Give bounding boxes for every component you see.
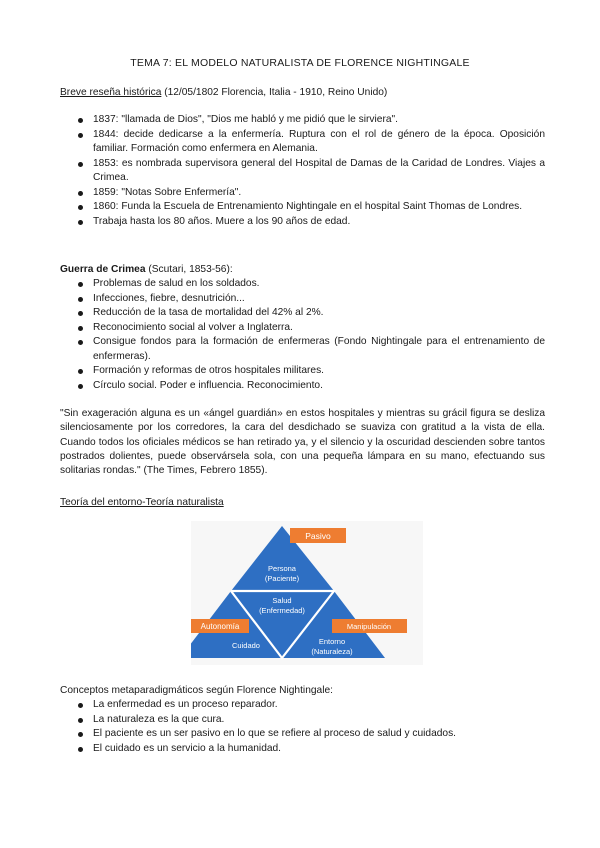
list-item: El cuidado es un servicio a la humanidad.: [75, 742, 545, 757]
list-item: Formación y reformas de otros hospitales militares.: [75, 364, 545, 379]
crimea-heading-details: (Scutari, 1853-56):: [145, 264, 233, 275]
metaparadigm-triangle-diagram: [191, 521, 423, 665]
history-list: [75, 113, 545, 229]
list-item: 1837: "llamada de Dios", "Dios me habló y me pidió que le sirviera".: [75, 113, 545, 128]
concepts-heading: Conceptos metaparadigmáticos según Florence Nightingale:: [60, 685, 333, 696]
history-heading: Breve reseña histórica: [60, 87, 162, 98]
list-item: Infecciones, fiebre, desnutrición...: [75, 292, 545, 307]
label-entorno-sub: (Naturaleza): [311, 647, 353, 656]
list-item: Círculo social. Poder e influencia. Reconocimiento.: [75, 379, 545, 394]
times-quote: "Sin exageración alguna es un «ángel guardián» en estos hospitales y mientras su grácil figura se desliza silenciosamente por los corredores, la cara del desdichado se suaviza con gratitud a la vista de ella. Cuando todos los oficiales médicos se han retirado ya, y el silencio y la oscuridad descienden sobre tantos postrados dolientes, puede observársela sola, con una pequeña lámpara en su mano, efectuando sus solitarias rondas." (The Times, Febrero 1855).: [60, 408, 545, 477]
history-heading-line: [60, 86, 545, 101]
label-persona: Persona: [268, 564, 296, 573]
list-item: Consigue fondos para la formación de enfermeras (Fondo Nightingale para el entrenamiento de enfermeras).: [75, 335, 545, 364]
page-title: TEMA 7: EL MODELO NATURALISTA DE FLORENCE NIGHTINGALE: [130, 57, 470, 69]
theory-heading: Teoría del entorno-Teoría naturalista: [60, 497, 224, 508]
list-item: 1859: "Notas Sobre Enfermería".: [75, 186, 545, 201]
list-item: 1853: es nombrada supervisora general del Hospital de Damas de la Caridad de Londres. Viajes a Crimea.: [75, 157, 545, 186]
label-cuidado: Cuidado: [232, 641, 260, 650]
list-item: 1860: Funda la Escuela de Entrenamiento Nightingale en el hospital Saint Thomas de Londres.: [75, 200, 545, 215]
list-item: El paciente es un ser pasivo en lo que se refiere al proceso de salud y cuidados.: [75, 727, 545, 742]
tag-manipulacion: Manipulación: [346, 622, 392, 631]
label-salud-sub: (Enfermedad): [259, 606, 305, 615]
list-item: 1844: decide dedicarse a la enfermería. Ruptura con el rol de género de la época. Oposición familiar. Formación como enfermera en Alemania.: [75, 128, 545, 157]
label-persona-sub: (Paciente): [264, 574, 300, 583]
crimea-heading-line: [60, 263, 545, 278]
label-entorno: Entorno: [318, 637, 346, 646]
list-item: La enfermedad es un proceso reparador.: [75, 698, 545, 713]
history-heading-dates: (12/05/1802 Florencia, Italia - 1910, Reino Unido): [161, 87, 388, 98]
list-item: Problemas de salud en los soldados.: [75, 277, 545, 292]
list-item: La naturaleza es la que cura.: [75, 713, 545, 728]
list-item: Reconocimiento social al volver a Inglaterra.: [75, 321, 545, 336]
crimea-list: [75, 277, 545, 393]
list-item: Trabaja hasta los 80 años. Muere a los 90 años de edad.: [75, 215, 545, 230]
tag-autonomia: Autonomía: [200, 622, 240, 631]
tag-pasivo: Pasivo: [305, 531, 331, 541]
label-salud: Salud: [272, 596, 292, 605]
concepts-list: [75, 698, 545, 756]
crimea-heading: Guerra de Crimea: [60, 264, 146, 275]
list-item: Reducción de la tasa de mortalidad del 42% al 2%.: [75, 306, 545, 321]
